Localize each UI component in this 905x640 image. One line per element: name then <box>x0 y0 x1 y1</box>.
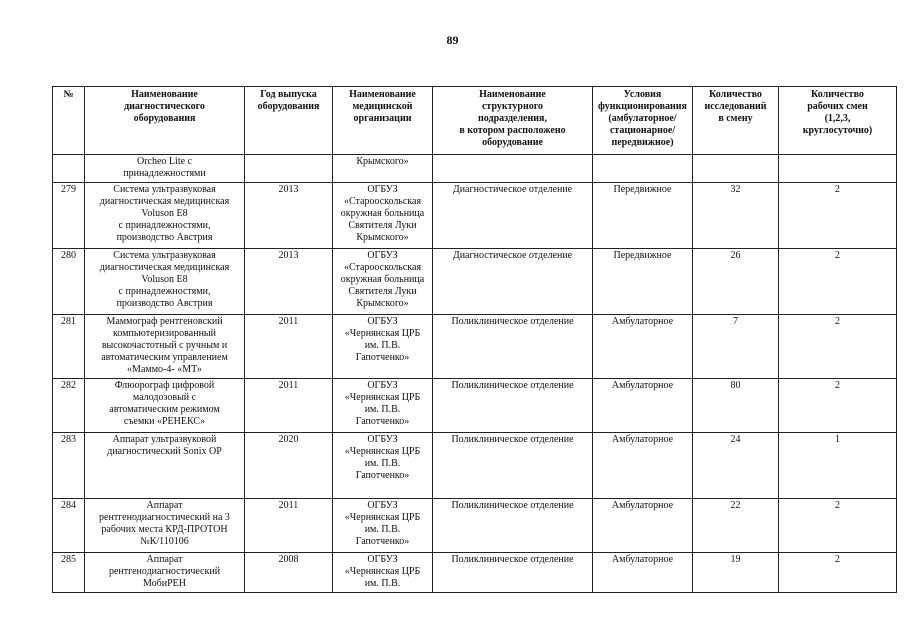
text-line: в котором расположено <box>459 125 566 136</box>
text-line: им. П.В. <box>364 524 401 535</box>
text-line: Гапотченко» <box>355 416 410 427</box>
text-line: Маммограф рентгеновский <box>106 316 223 327</box>
text-line: Orcheo Lite с <box>137 156 192 167</box>
text-line: структурного <box>481 101 544 112</box>
text-line: Святителя Луки <box>348 286 417 297</box>
table-row <box>53 315 897 379</box>
text-line: ОГБУЗ <box>367 500 398 511</box>
text-line: с принадлежностями, <box>118 286 211 297</box>
table-row <box>53 249 897 315</box>
text-line: рабочих места КРД-ПРОТОН <box>101 524 228 535</box>
table-header-row <box>53 87 897 155</box>
text-line: №К/110106 <box>140 536 189 547</box>
text-line: Аппарат ультразвуковой <box>112 434 217 445</box>
equipment-year <box>245 155 333 183</box>
equipment-year: 2011 <box>245 499 333 553</box>
equipment-name <box>85 433 245 499</box>
work-shifts: 1 <box>779 433 897 499</box>
equipment-name <box>85 249 245 315</box>
studies-per-shift: 80 <box>693 379 779 433</box>
table-row <box>53 433 897 499</box>
text-line: Год выпуска <box>260 89 317 100</box>
text-line: Крымского» <box>356 156 409 167</box>
department-name <box>433 155 593 183</box>
text-line: Voluson E8 <box>141 274 188 285</box>
equipment-name <box>85 155 245 183</box>
text-line: «Чернянская ЦРБ <box>344 512 421 523</box>
table-row <box>53 553 897 593</box>
text-line: Аппарат <box>146 554 183 565</box>
row-number: 281 <box>53 315 85 379</box>
text-line: диагностическая медицинская <box>99 262 230 273</box>
equipment-table <box>52 86 897 593</box>
text-line: оборудование <box>482 137 543 148</box>
equipment-year: 2008 <box>245 553 333 593</box>
text-line: ОГБУЗ <box>367 184 398 195</box>
text-line: компьютеризированный <box>112 328 216 339</box>
text-line: Количество <box>709 89 762 100</box>
equipment-year: 2011 <box>245 379 333 433</box>
text-line: малодозовый с <box>132 392 197 403</box>
studies-per-shift: 24 <box>693 433 779 499</box>
text-line: автоматическим режимом <box>109 404 220 415</box>
text-line: Наименование <box>479 89 546 100</box>
text-line: производство Австрия <box>116 232 213 243</box>
department-name: Поликлиническое отделение <box>433 315 593 379</box>
table-row <box>53 183 897 249</box>
department-name: Поликлиническое отделение <box>433 433 593 499</box>
text-line: Крымского» <box>356 298 409 309</box>
equipment-name <box>85 315 245 379</box>
row-number: 284 <box>53 499 85 553</box>
text-line: функционирования <box>598 101 687 112</box>
studies-per-shift <box>693 155 779 183</box>
text-line: съемки «РЕНЕКС» <box>123 416 206 427</box>
department-name: Поликлиническое отделение <box>433 553 593 593</box>
text-line: рентгенодиагностический <box>108 566 221 577</box>
text-line: Наименование <box>131 89 198 100</box>
organization-name <box>333 315 433 379</box>
header-conditions <box>593 87 693 155</box>
text-line: оборудования <box>257 101 320 112</box>
text-line: Гапотченко» <box>355 352 410 363</box>
row-number: 279 <box>53 183 85 249</box>
text-line: Флюорограф цифровой <box>114 380 215 391</box>
text-line: им. П.В. <box>364 404 401 415</box>
text-line: им. П.В. <box>364 578 401 589</box>
header-shifts <box>779 87 897 155</box>
text-line: оборудования <box>133 113 196 124</box>
header-studies <box>693 87 779 155</box>
equipment-name <box>85 553 245 593</box>
text-line: им. П.В. <box>364 340 401 351</box>
organization-name <box>333 433 433 499</box>
text-line: в смену <box>718 113 753 124</box>
text-line: Условия <box>623 89 662 100</box>
row-number <box>53 155 85 183</box>
work-shifts: 2 <box>779 499 897 553</box>
header-year <box>245 87 333 155</box>
department-name: Диагностическое отделение <box>433 183 593 249</box>
row-number: 280 <box>53 249 85 315</box>
equipment-name <box>85 499 245 553</box>
organization-name <box>333 183 433 249</box>
text-line: ОГБУЗ <box>367 554 398 565</box>
operating-conditions: Амбулаторное <box>593 553 693 593</box>
studies-per-shift: 32 <box>693 183 779 249</box>
text-line: «Чернянская ЦРБ <box>344 446 421 457</box>
equipment-name <box>85 183 245 249</box>
text-line: диагностический Sonix OP <box>107 446 222 457</box>
text-line: им. П.В. <box>364 458 401 469</box>
text-line: с принадлежностями, <box>118 220 211 231</box>
equipment-name <box>85 379 245 433</box>
header-number <box>53 87 85 155</box>
work-shifts: 2 <box>779 379 897 433</box>
organization-name <box>333 553 433 593</box>
text-line: ОГБУЗ <box>367 434 398 445</box>
studies-per-shift: 26 <box>693 249 779 315</box>
text-line: ОГБУЗ <box>367 250 398 261</box>
text-line: автоматическим управлением <box>101 352 228 363</box>
text-line: «Старооскольская <box>343 196 422 207</box>
text-line: диагностического <box>124 101 205 112</box>
text-line: организации <box>353 113 412 124</box>
studies-per-shift: 22 <box>693 499 779 553</box>
studies-per-shift: 19 <box>693 553 779 593</box>
text-line: Крымского» <box>356 232 409 243</box>
header-organization <box>333 87 433 155</box>
text-line: Система ультразвуковая <box>113 250 216 261</box>
text-line: (1,2,3, <box>824 113 851 124</box>
organization-name <box>333 499 433 553</box>
text-line: Количество <box>811 89 864 100</box>
work-shifts: 2 <box>779 249 897 315</box>
text-line: Система ультразвуковая <box>113 184 216 195</box>
operating-conditions: Амбулаторное <box>593 315 693 379</box>
organization-name <box>333 379 433 433</box>
header-department <box>433 87 593 155</box>
text-line: передвижное) <box>611 137 674 148</box>
equipment-year: 2011 <box>245 315 333 379</box>
work-shifts <box>779 155 897 183</box>
department-name: Поликлиническое отделение <box>433 379 593 433</box>
operating-conditions: Амбулаторное <box>593 433 693 499</box>
text-line: подразделения, <box>478 113 547 124</box>
text-line: Святителя Луки <box>348 220 417 231</box>
table-row <box>53 379 897 433</box>
text-line: диагностическая медицинская <box>99 196 230 207</box>
text-line: «Чернянская ЦРБ <box>344 328 421 339</box>
operating-conditions: Передвижное <box>593 183 693 249</box>
row-number: 283 <box>53 433 85 499</box>
row-number: 282 <box>53 379 85 433</box>
work-shifts: 2 <box>779 183 897 249</box>
operating-conditions: Передвижное <box>593 249 693 315</box>
table-row <box>53 499 897 553</box>
text-line: Наименование <box>349 89 416 100</box>
text-line: высокочастотный с ручным и <box>101 340 228 351</box>
text-line: Гапотченко» <box>355 536 410 547</box>
work-shifts: 2 <box>779 553 897 593</box>
text-line: Аппарат <box>146 500 183 511</box>
department-name: Диагностическое отделение <box>433 249 593 315</box>
text-line: «Маммо-4- «МТ» <box>127 364 202 375</box>
work-shifts: 2 <box>779 315 897 379</box>
table-body <box>53 155 897 593</box>
text-line: производство Австрия <box>116 298 213 309</box>
table-row <box>53 155 897 183</box>
department-name: Поликлиническое отделение <box>433 499 593 553</box>
text-line: принадлежностями <box>123 168 206 179</box>
equipment-year: 2013 <box>245 249 333 315</box>
row-number: 285 <box>53 553 85 593</box>
operating-conditions: Амбулаторное <box>593 379 693 433</box>
text-line: МобиРЕН <box>143 578 186 589</box>
text-line: «Чернянская ЦРБ <box>344 566 421 577</box>
header-equipment <box>85 87 245 155</box>
text-line: ОГБУЗ <box>367 380 398 391</box>
text-line: Гапотченко» <box>355 470 410 481</box>
text-line: Voluson E8 <box>141 208 188 219</box>
text-line: (амбулаторное/ <box>608 113 677 124</box>
page-number: 89 <box>446 33 459 47</box>
text-line: «Чернянская ЦРБ <box>344 392 421 403</box>
equipment-year: 2013 <box>245 183 333 249</box>
text-line: рентгенодиагностический на 3 <box>99 512 230 523</box>
text-line: круглосуточно) <box>802 125 873 136</box>
operating-conditions <box>593 155 693 183</box>
organization-name <box>333 155 433 183</box>
studies-per-shift: 7 <box>693 315 779 379</box>
operating-conditions: Амбулаторное <box>593 499 693 553</box>
text-line: окружная больница <box>340 274 425 285</box>
equipment-year: 2020 <box>245 433 333 499</box>
text-line: «Старооскольская <box>343 262 422 273</box>
text-line: окружная больница <box>340 208 425 219</box>
organization-name <box>333 249 433 315</box>
text-line: исследований <box>704 101 767 112</box>
text-line: рабочих смен <box>807 101 868 112</box>
text-line: медицинской <box>352 101 413 112</box>
text-line: № <box>63 89 74 100</box>
text-line: стационарное/ <box>609 125 676 136</box>
text-line: ОГБУЗ <box>367 316 398 327</box>
